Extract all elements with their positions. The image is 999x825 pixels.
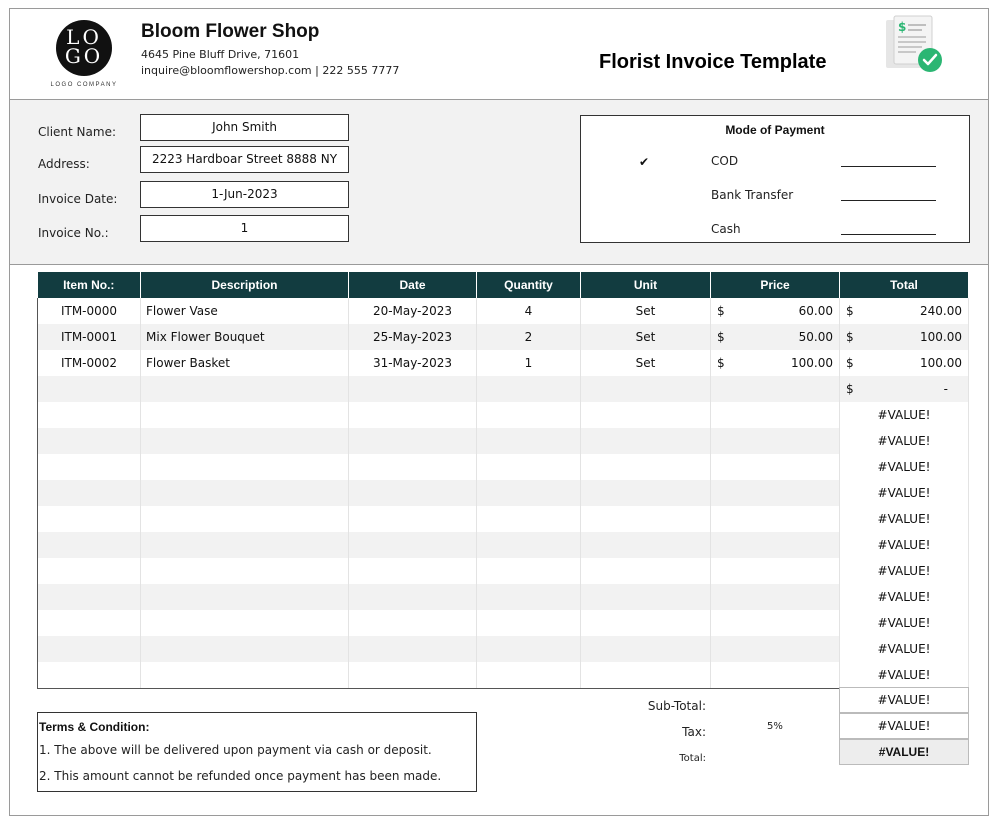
grand-total-value[interactable]: #VALUE! [839,739,969,765]
address-field[interactable]: 2223 Hardboar Street 8888 NY [140,146,349,173]
cell-unit[interactable] [581,558,711,584]
cell-description[interactable] [141,402,349,428]
table-row [38,636,969,662]
cell-total[interactable]: #VALUE! [840,454,969,480]
cell-total[interactable] [840,350,969,376]
table-row [38,558,969,584]
cell-price[interactable] [711,558,840,584]
cell-quantity[interactable] [477,506,581,532]
cell-unit[interactable] [581,480,711,506]
cell-price[interactable] [711,376,840,402]
subtotal-value[interactable]: #VALUE! [839,687,969,713]
currency-symbol: $ [846,382,854,396]
cell-quantity[interactable] [477,428,581,454]
cell-price[interactable] [711,584,840,610]
cell-unit[interactable]: Set [581,298,711,324]
shop-contact: inquire@bloomflowershop.com | 222 555 7777 [141,64,400,77]
items-table-body [38,298,969,688]
table-row [38,506,969,532]
invoice-sheet [9,8,989,816]
cell-price[interactable] [711,402,840,428]
currency-symbol: $ [717,330,725,344]
cell-price[interactable] [711,662,840,688]
logo-mark [56,20,112,76]
header-quantity: Quantity [477,272,581,298]
cell-item[interactable] [38,636,141,662]
cell-item[interactable] [38,376,141,402]
cell-unit[interactable] [581,506,711,532]
cell-quantity[interactable] [477,480,581,506]
cell-description[interactable] [141,610,349,636]
total-amount: - [943,382,948,396]
cell-quantity[interactable] [477,402,581,428]
cell-item[interactable] [38,454,141,480]
tax-value[interactable]: #VALUE! [839,713,969,739]
payment-option-cod[interactable]: COD [711,154,739,168]
payment-mode-box [580,115,970,243]
tax-label: Tax: [682,725,706,739]
cell-price[interactable] [711,454,840,480]
cell-item[interactable]: ITM-0000 [38,298,141,324]
cell-quantity[interactable] [477,454,581,480]
table-row [38,610,969,636]
cell-description[interactable] [141,480,349,506]
currency-symbol: $ [846,304,854,318]
currency-symbol: $ [717,304,725,318]
client-name-field[interactable]: John Smith [140,114,349,141]
table-row [38,298,969,324]
cell-date[interactable] [349,376,477,402]
table-row [38,402,969,428]
cell-item[interactable] [38,402,141,428]
cell-description[interactable] [141,506,349,532]
logo-caption: LOGO COMPANY [50,82,118,88]
invoice-check-icon [882,14,948,76]
address-label: Address: [38,157,90,171]
cell-price[interactable] [711,350,840,376]
currency-symbol: $ [717,356,725,370]
invoice-number-label: Invoice No.: [38,226,109,240]
cell-date[interactable] [349,532,477,558]
header-item-no: Item No.: [38,272,141,298]
cell-total[interactable]: #VALUE! [840,532,969,558]
cell-quantity[interactable]: 1 [477,350,581,376]
cell-date[interactable] [349,506,477,532]
cell-unit[interactable]: Set [581,350,711,376]
logo-bottom-text: GO [64,44,104,68]
cell-total[interactable] [840,376,969,402]
cell-description[interactable] [141,662,349,688]
cell-total[interactable]: #VALUE! [840,584,969,610]
cell-description[interactable] [141,636,349,662]
cell-quantity[interactable]: 4 [477,298,581,324]
cell-date[interactable] [349,610,477,636]
payment-line-bank-transfer[interactable] [841,200,936,201]
cell-quantity[interactable] [477,532,581,558]
cell-total[interactable]: #VALUE! [840,402,969,428]
terms-line-1: 1. The above will be delivered upon payment via cash or deposit. [39,743,432,757]
cell-description[interactable] [141,428,349,454]
payment-line-cod[interactable] [841,166,936,167]
table-row [38,532,969,558]
cell-description[interactable] [141,532,349,558]
total-amount: 100.00 [920,356,962,370]
client-section [10,99,988,265]
cell-unit[interactable] [581,402,711,428]
cell-quantity[interactable] [477,376,581,402]
cell-price[interactable] [711,298,840,324]
cell-date[interactable] [349,454,477,480]
cell-total[interactable]: #VALUE! [840,428,969,454]
terms-box [37,712,477,792]
cell-quantity[interactable] [477,662,581,688]
header-unit: Unit [581,272,711,298]
cell-total[interactable] [840,324,969,350]
terms-line-2: 2. This amount cannot be refunded once payment has been made. [39,769,442,783]
cell-date[interactable] [349,480,477,506]
currency-symbol: $ [846,330,854,344]
cell-description[interactable] [141,558,349,584]
table-row [38,454,969,480]
cell-price[interactable] [711,506,840,532]
cell-item[interactable] [38,428,141,454]
cell-date[interactable] [349,662,477,688]
document-title: Florist Invoice Template [599,51,827,73]
total-amount: 240.00 [920,304,962,318]
table-row [38,662,969,688]
cell-unit[interactable] [581,584,711,610]
total-amount: 100.00 [920,330,962,344]
cell-total[interactable]: #VALUE! [840,480,969,506]
cell-unit[interactable]: Set [581,324,711,350]
cell-price[interactable] [711,428,840,454]
cell-total[interactable]: #VALUE! [840,610,969,636]
cell-item[interactable] [38,584,141,610]
cell-total[interactable]: #VALUE! [840,636,969,662]
cell-unit[interactable] [581,636,711,662]
cell-date[interactable]: 25-May-2023 [349,324,477,350]
invoice-date-field[interactable]: 1-Jun-2023 [140,181,349,208]
cell-unit[interactable] [581,454,711,480]
terms-title: Terms & Condition: [39,720,150,734]
svg-text:$: $ [898,20,907,34]
price-amount: 50.00 [798,330,833,344]
cell-total[interactable]: #VALUE! [840,662,969,688]
cell-description[interactable] [141,376,349,402]
cell-item[interactable]: ITM-0001 [38,324,141,350]
cell-description[interactable]: Mix Flower Bouquet [141,324,349,350]
cell-price[interactable] [711,610,840,636]
invoice-date-label: Invoice Date: [38,192,118,206]
price-amount: 60.00 [798,304,833,318]
cell-unit[interactable] [581,662,711,688]
cell-item[interactable] [38,558,141,584]
cell-date[interactable] [349,402,477,428]
cell-item[interactable] [38,532,141,558]
payment-option-bank-transfer[interactable]: Bank Transfer [711,188,794,202]
cell-price[interactable] [711,636,840,662]
header-total: Total [840,272,969,298]
cell-description[interactable] [141,454,349,480]
table-row [38,584,969,610]
price-amount: 100.00 [791,356,833,370]
cell-description[interactable]: Flower Basket [141,350,349,376]
cell-unit[interactable] [581,610,711,636]
subtotal-label: Sub-Total: [647,699,706,713]
table-header-row [38,272,969,298]
payment-option-cash[interactable]: Cash [711,222,741,236]
cell-date[interactable] [349,636,477,662]
total-label: Total: [679,753,706,764]
cell-item[interactable] [38,480,141,506]
shop-address: 4645 Pine Bluff Drive, 71601 [141,48,300,61]
items-table [37,272,969,689]
cell-item[interactable] [38,662,141,688]
shop-name: Bloom Flower Shop [141,21,320,42]
table-row [38,376,969,402]
cell-quantity[interactable] [477,584,581,610]
table-row [38,428,969,454]
cell-date[interactable]: 20-May-2023 [349,298,477,324]
table-row [38,350,969,376]
cell-description[interactable]: Flower Vase [141,298,349,324]
cell-quantity[interactable]: 2 [477,324,581,350]
cell-total[interactable]: #VALUE! [840,506,969,532]
cell-description[interactable] [141,584,349,610]
tax-rate[interactable]: 5% [767,721,783,732]
payment-line-cash[interactable] [841,234,936,235]
cell-item[interactable] [38,506,141,532]
header-price: Price [711,272,840,298]
cell-date[interactable] [349,428,477,454]
payment-mode-title: Mode of Payment [725,123,825,137]
header-date: Date [349,272,477,298]
company-logo [46,20,122,88]
cell-quantity[interactable] [477,558,581,584]
cell-item[interactable]: ITM-0002 [38,350,141,376]
invoice-number-field[interactable]: 1 [140,215,349,242]
cell-price[interactable] [711,324,840,350]
cell-quantity[interactable] [477,610,581,636]
header-description: Description [141,272,349,298]
logo-top-text: LO [66,25,102,49]
cell-price[interactable] [711,480,840,506]
cell-total[interactable] [840,298,969,324]
client-name-label: Client Name: [38,125,116,139]
payment-check-icon[interactable]: ✔ [639,155,650,169]
table-row [38,480,969,506]
cell-unit[interactable] [581,376,711,402]
cell-unit[interactable] [581,428,711,454]
cell-quantity[interactable] [477,636,581,662]
cell-price[interactable] [711,532,840,558]
currency-symbol: $ [846,356,854,370]
cell-item[interactable] [38,610,141,636]
cell-unit[interactable] [581,532,711,558]
cell-total[interactable]: #VALUE! [840,558,969,584]
table-row [38,324,969,350]
cell-date[interactable] [349,558,477,584]
cell-date[interactable]: 31-May-2023 [349,350,477,376]
cell-date[interactable] [349,584,477,610]
